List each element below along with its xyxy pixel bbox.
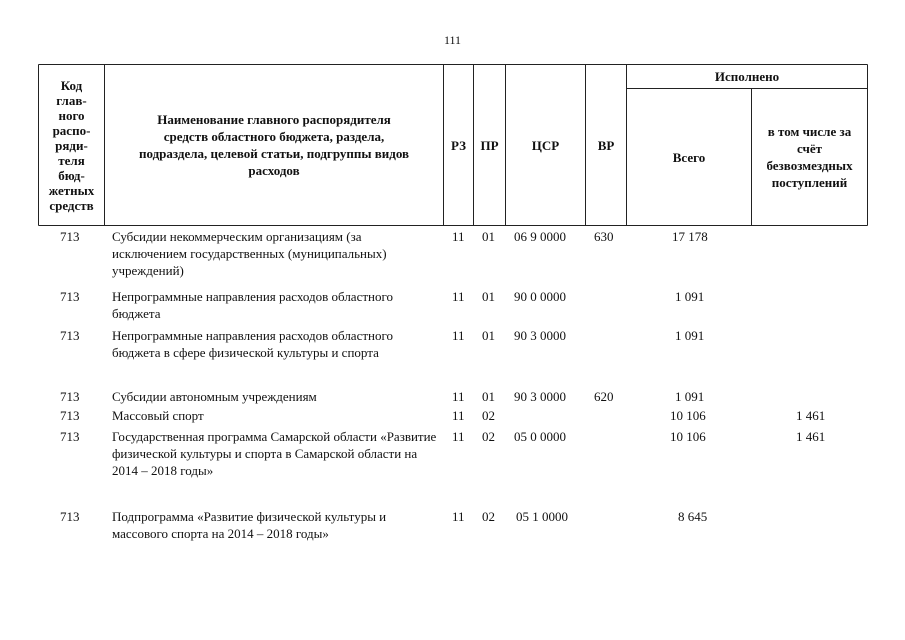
header-incl-line: счёт bbox=[797, 141, 822, 156]
row-name: Непрограммные направления расходов областного бюджета в сфере физической культуры и спорта bbox=[112, 328, 393, 360]
row-rz: 11 bbox=[452, 509, 465, 524]
row-total: 1 091 bbox=[675, 389, 705, 404]
header-code bbox=[39, 65, 104, 225]
row-rz: 11 bbox=[452, 289, 465, 304]
row-pr: 01 bbox=[482, 229, 495, 244]
row-csr: 05 1 0000 bbox=[516, 509, 568, 524]
row-code: 713 bbox=[60, 408, 80, 423]
header-pr: ПР bbox=[480, 137, 499, 153]
header-code-line: жетных bbox=[48, 182, 95, 198]
row-pr: 01 bbox=[482, 289, 495, 304]
row-name: Подпрограмма «Развитие физической культуры и массового спорта на 2014 – 2018 годы» bbox=[112, 509, 387, 541]
row-code: 713 bbox=[60, 229, 80, 244]
header-name-line: Наименование главного распорядителя bbox=[157, 112, 391, 127]
header-rz: РЗ bbox=[451, 137, 466, 153]
header-code-line: теля bbox=[58, 152, 85, 168]
header-code-line: средств bbox=[49, 197, 94, 213]
row-code: 713 bbox=[60, 389, 80, 404]
header-csr: ЦСР bbox=[531, 137, 560, 153]
header-executed: Исполнено bbox=[714, 69, 780, 84]
row-rz: 11 bbox=[452, 229, 465, 244]
header-code-line: глав- bbox=[56, 92, 87, 108]
row-code: 713 bbox=[60, 328, 80, 343]
row-pr: 02 bbox=[482, 509, 495, 524]
row-csr: 90 0 0000 bbox=[514, 289, 566, 304]
header-code-line: Код bbox=[60, 77, 83, 93]
row-code: 713 bbox=[60, 509, 80, 524]
header-name-line: подраздела, целевой статьи, подгруппы видов bbox=[138, 146, 410, 161]
header-incl-line: поступлений bbox=[771, 175, 848, 190]
row-name: Государственная программа Самарской области «Развитие физической культуры и спорта в Самарской области на 2014 – 2018 годы» bbox=[112, 429, 437, 478]
row-rz: 11 bbox=[452, 389, 465, 404]
row-pr: 01 bbox=[482, 328, 495, 343]
header-code-line: распо- bbox=[52, 122, 91, 138]
header-code-line: бюд- bbox=[58, 167, 85, 183]
row-pr: 02 bbox=[482, 429, 495, 444]
header-incl-grants bbox=[752, 89, 867, 225]
row-csr: 06 9 0000 bbox=[514, 229, 566, 244]
row-pr: 02 bbox=[482, 408, 495, 423]
row-rz: 11 bbox=[452, 429, 465, 444]
row-code: 713 bbox=[60, 429, 80, 444]
row-total: 17 178 bbox=[672, 229, 708, 244]
row-rz: 11 bbox=[452, 328, 465, 343]
row-vr: 620 bbox=[594, 389, 614, 404]
header-name-line: расходов bbox=[248, 163, 300, 178]
row-csr: 90 3 0000 bbox=[514, 328, 566, 343]
header-code-line: ного bbox=[58, 107, 85, 123]
row-rz: 11 bbox=[452, 408, 465, 423]
row-name: Массовый спорт bbox=[112, 408, 204, 423]
header-name-line: средств областного бюджета, раздела, bbox=[163, 129, 385, 144]
header-code-line: ряди- bbox=[55, 137, 88, 153]
header-incl-line: в том числе за bbox=[767, 124, 852, 139]
row-csr: 90 3 0000 bbox=[514, 389, 566, 404]
page-number: 111 bbox=[443, 33, 462, 47]
row-total: 1 091 bbox=[675, 328, 705, 343]
row-csr: 05 0 0000 bbox=[514, 429, 566, 444]
row-code: 713 bbox=[60, 289, 80, 304]
header-incl-line: безвозмездных bbox=[766, 158, 853, 173]
header-vr: ВР bbox=[597, 137, 615, 153]
row-total: 10 106 bbox=[670, 429, 706, 444]
row-incl: 1 461 bbox=[796, 429, 826, 444]
row-total: 10 106 bbox=[670, 408, 706, 423]
row-total: 8 645 bbox=[678, 509, 708, 524]
row-pr: 01 bbox=[482, 389, 495, 404]
row-name: Непрограммные направления расходов областного бюджета bbox=[112, 289, 393, 321]
row-total: 1 091 bbox=[675, 289, 705, 304]
row-vr: 630 bbox=[594, 229, 614, 244]
row-name: Субсидии некоммерческим организациям (за исключением государственных (муниципальных) учреждений) bbox=[112, 229, 387, 278]
header-name bbox=[105, 65, 443, 225]
row-incl: 1 461 bbox=[796, 408, 826, 423]
row-name: Субсидии автономным учреждениям bbox=[112, 389, 317, 404]
header-total: Всего bbox=[672, 149, 706, 165]
